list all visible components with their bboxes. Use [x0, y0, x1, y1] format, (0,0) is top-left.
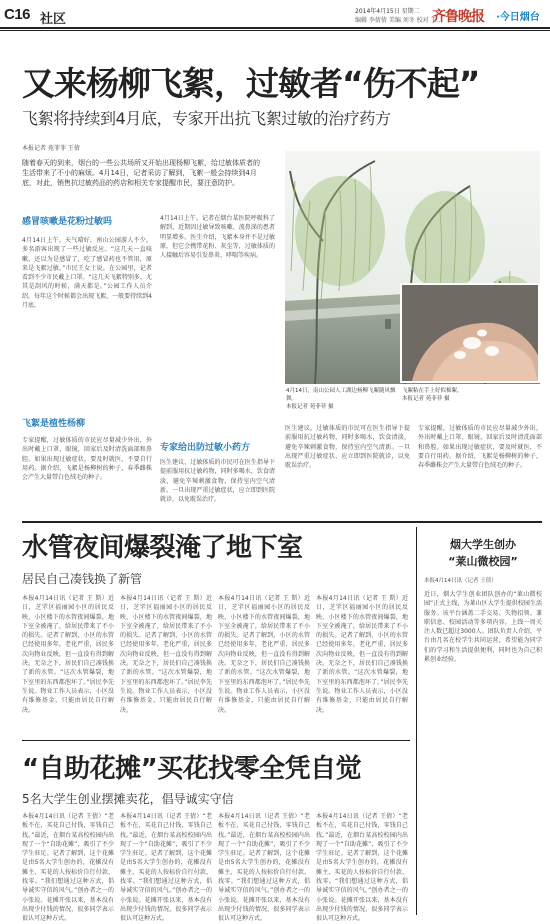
story1-subheadline: 飞絮将持续到4月底，专家开出抗飞絮过敏的治疗药方 — [22, 109, 391, 128]
header-rule-thin — [0, 30, 550, 31]
photo1-caption-byline: 本报记者 苑菲菲 摄 — [286, 403, 334, 410]
photo2-caption-text: 飞絮粘在手上好似棉絮。 — [402, 388, 463, 394]
story-divider — [22, 740, 410, 741]
page-number: C16 — [4, 6, 31, 23]
section-divider — [22, 521, 542, 523]
sidebar-body: 近日，烟大学生创业团队创办的“莱山微校园”正式上线，为莱山区大学生提供校园生活服务。该平台涵盖二手交易、失物招领、兼职信息、校园活动等多项内容，上线一周关注人数已超过3000人。团队负责人介绍，平台由几名在校学生共同运营，希望能为同学们的学习和生活提供便利，同时也为自己积累创业经验。 — [424, 591, 542, 664]
story2-headline: 水管夜间爆裂淹了地下室 — [22, 533, 303, 563]
sidebar-byline: 本报4月14日讯（记者 王倩） — [424, 578, 497, 584]
photo1-caption — [286, 388, 406, 412]
section-name: 社区 — [40, 12, 67, 27]
sidebar-headline — [424, 537, 542, 570]
story1-column-1b: 专家提醒，过敏体质的市民应尽量减少外出，外出时戴上口罩、眼镜，回家后及时清洗面部和鼻腔。如果出现过敏症状，要及时就医，不要自行用药。据介绍，飞絮是杨柳树的种子，春季雌株会产生大量带白色绒毛的种子。 — [22, 437, 152, 482]
story1-subhead-3: 专家给出防过敏小药方 — [160, 443, 251, 453]
story2-column-3: 本报4月14日讯（记者 王 斯）近日，芝罘区福丽园小区的居民反映，小区楼下的水管夜间爆裂，地下室全被淹了，给居民带来了不小的损失。记者了解到，小区的水管已经使用多年，老化严重，居民多次向物业反映，但一直没有得到解决。无奈之下，居民们自己凑钱换了新的水管。“这次水管爆裂，地下室里的东西都泡坏了。”居民李先生说。物业工作人员表示，小区没有维修基金，只能由居民自行解决。 — [218, 595, 310, 714]
photo2-caption — [402, 388, 542, 404]
story3-column-4: 本报4月14日讯（记者 王倩）“老板不在，买花自己付钱，零钱自己找。”最近，在烟台某高校校园内出现了一个“自助花摊”，吸引了不少学生驻足。记者了解到，这个花摊是由5名大学生创办的，花摊没有摊主，买花的人按标价自行付款、找零。“我们想通过这种方式，倡导诚实守信的风气。”创办者之一的小张说。花摊开张以来，基本没有出现少付钱的情况，很多同学表示很认可这种方式。 — [316, 813, 408, 923]
story1-byline: 本报记者 苑菲菲 王倩 — [22, 145, 80, 152]
story2-column-4: 本报4月14日讯（记者 王 斯）近日，芝罘区福丽园小区的居民反映，小区楼下的水管夜间爆裂，地下室全被淹了，给居民带来了不小的损失。记者了解到，小区的水管已经使用多年，老化严重，居民多次向物业反映，但一直没有得到解决。无奈之下，居民们自己凑钱换了新的水管。“这次水管爆裂，地下室里的东西都泡坏了。”居民李先生说。物业工作人员表示，小区没有维修基金，只能由居民自行解决。 — [316, 595, 408, 714]
story2-subheadline: 居民自己凑钱换了新管 — [22, 572, 143, 586]
story1-column-2: 4月14日上午，记者在烟台某医院呼吸科了解到，近期因过敏导致咳嗽、流鼻涕的患者明显增多。医生介绍，飞絮本身并不是过敏原，但它会携带花粉、灰尘等，过敏体质的人接触后容易引发鼻炎、哮喘等疾病。 — [160, 215, 275, 260]
story1-column-1: 4月14日上午，天气晴好，南山公园游人不少。多名游客出现了一些过敏反应。“这几天一直咳嗽，还以为是感冒了，吃了感冒药也不管用，原来是飞絮过敏。”市民王女士说。在公园里，记者看到不少市民戴上口罩。“这几天飞絮特别多，尤其是刮风的时候，满天都是。”公园工作人员介绍，每年这个时候都会出现飞絮，一般要持续到4月底。 — [22, 237, 152, 310]
editor-credits: 编辑 李倩倩 美编 刘冬 校对 王… — [355, 17, 443, 24]
photo2-caption-byline: 本报记者 苑菲菲 摄 — [402, 395, 450, 402]
story1-subhead-2: 飞絮是植性杨柳 — [22, 419, 86, 429]
story1-column-2b: 医生建议，过敏体质的市民可在医生指导下提前服用抗过敏药物，同时多喝水，饮食清淡，避免辛辣刺激食物，保持室内空气清新。一旦出现严重过敏症状，应立即到医院就诊，以免耽误治疗。 — [160, 459, 275, 504]
story1-headline: 又来杨柳飞絮，过敏者“伤不起” — [22, 64, 480, 103]
photo1-caption-text: 4月14日，南山公园人工湖边杨柳飞絮随风飘舞。 — [286, 388, 396, 402]
issue-date: 2014年4月15日 星期二 — [355, 8, 420, 15]
story3-column-2: 本报4月14日讯（记者 王倩）“老板不在，买花自己付钱，零钱自己找。”最近，在烟台某高校校园内出现了一个“自助花摊”，吸引了不少学生驻足。记者了解到，这个花摊是由5名大学生创办的，花摊没有摊主，买花的人按标价自行付款、找零。“我们想通过这种方式，倡导诚实守信的风气。”创办者之一的小张说。花摊开张以来，基本没有出现少付钱的情况，很多同学表示很认可这种方式。 — [120, 813, 212, 923]
header-rule — [0, 27, 550, 29]
story1-column-4: 专家提醒，过敏体质的市民应尽量减少外出，外出时戴上口罩、眼镜，回家后及时清洗面部和鼻腔。如果出现过敏症状，要及时就医，不要自行用药。据介绍，飞絮是杨柳树的种子，春季雌株会产生大量带白色绒毛的种子。 — [418, 425, 542, 470]
story3-subheadline: 5名大学生创业摆摊卖花，倡导诚实守信 — [22, 792, 234, 806]
story1-lead: 随着春天的到来，烟台的一些公共场所又开始出现杨柳飞絮，给过敏体质者的生活带来了不小的麻烦。4月14日，记者采访了解到，飞絮一般会持续到4月底，对此，销售抗过敏药品的药店和相关专家提醒市民，要注意防护。 — [22, 159, 260, 187]
edition-name: ·今日烟台 — [496, 12, 540, 23]
sidebar-headline-line1: 烟大学生创办 — [450, 538, 516, 551]
story2-column-2: 本报4月14日讯（记者 王 斯）近日，芝罘区福丽园小区的居民反映，小区楼下的水管夜间爆裂，地下室全被淹了，给居民带来了不小的损失。记者了解到，小区的水管已经使用多年，老化严重，居民多次向物业反映，但一直没有得到解决。无奈之下，居民们自己凑钱换了新的水管。“这次水管爆裂，地下室里的东西都泡坏了。”居民李先生说。物业工作人员表示，小区没有维修基金，只能由居民自行解决。 — [120, 595, 212, 714]
story3-column-1: 本报4月14日讯（记者 王倩）“老板不在，买花自己付钱，零钱自己找。”最近，在烟台某高校校园内出现了一个“自助花摊”，吸引了不少学生驻足。记者了解到，这个花摊是由5名大学生创办的，花摊没有摊主，买花的人按标价自行付款、找零。“我们想通过这种方式，倡导诚实守信的风气。”创办者之一的小张说。花摊开张以来，基本没有出现少付钱的情况，很多同学表示很认可这种方式。 — [22, 813, 114, 923]
story2-column-1: 本报4月14日讯（记者 王 斯）近日，芝罘区福丽园小区的居民反映，小区楼下的水管夜间爆裂，地下室全被淹了，给居民带来了不小的损失。记者了解到，小区的水管已经使用多年，老化严重，居民多次向物业反映，但一直没有得到解决。无奈之下，居民们自己凑钱换了新的水管。“这次水管爆裂，地下室里的东西都泡坏了。”居民李先生说。物业工作人员表示，小区没有维修基金，只能由居民自行解决。 — [22, 595, 114, 714]
story1-subhead-1: 感冒咳嗽是花粉过敏吗 — [22, 217, 113, 227]
story3-column-3: 本报4月14日讯（记者 王倩）“老板不在，买花自己付钱，零钱自己找。”最近，在烟台某高校校园内出现了一个“自助花摊”，吸引了不少学生驻足。记者了解到，这个花摊是由5名大学生创办的，花摊没有摊主，买花的人按标价自行付款、找零。“我们想通过这种方式，倡导诚实守信的风气。”创办者之一的小张说。花摊开张以来，基本没有出现少付钱的情况，很多同学表示很认可这种方式。 — [218, 813, 310, 923]
sidebar-headline-line2: “莱山微校园” — [448, 554, 518, 568]
catkin-hand-photo — [400, 283, 540, 383]
sidebar-divider — [416, 527, 417, 915]
story1-column-3: 医生建议，过敏体质的市民可在医生指导下提前服用抗过敏药物，同时多喝水，饮食清淡，避免辛辣刺激食物，保持室内空气清新。一旦出现严重过敏症状，应立即到医院就诊，以免耽误治疗。 — [285, 425, 410, 470]
newspaper-logo: 齐鲁晚报 — [432, 9, 484, 25]
story3-headline: “自助花摊”买花找零全凭自觉 — [22, 754, 362, 784]
